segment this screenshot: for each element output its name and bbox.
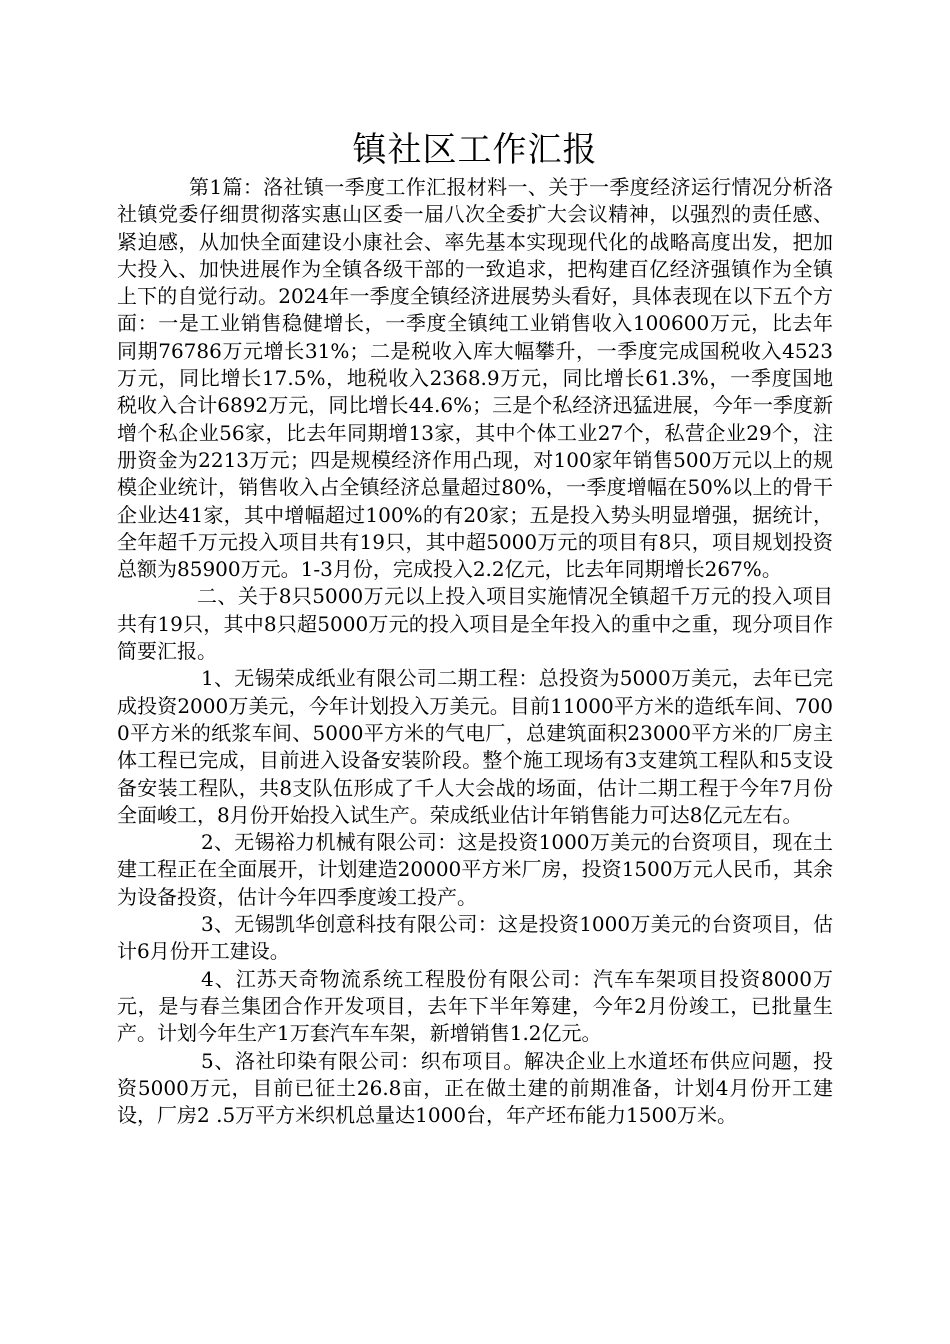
paragraph-project-luoshe-dyeing: 5、洛社印染有限公司：织布项目。解决企业上水道坯布供应问题，投资5000万元，目前已征土26.8亩，正在做土建的前期准备，计划4月份开工建设，厂房2 .5万平方米织机总量达1000台，年产坯布能力1500万米。: [117, 1048, 833, 1128]
paragraph-project-tianqi: 4、江苏天奇物流系统工程股份有限公司：汽车车架项目投资8000万元，是与春兰集团合作开发项目，去年下半年筹建，今年2月份竣工，已批量生产。计划今年生产1万套汽车车架，新增销售1.2亿元。: [117, 966, 833, 1046]
paragraph-investment-projects-intro: 二、关于8只5000万元以上投入项目实施情况全镇超千万元的投入项目共有19只，其中8只超5000万元的投入项目是全年投入的重中之重，现分项目作简要汇报。: [117, 584, 833, 664]
paragraph-project-rongcheng: 1、无锡荣成纸业有限公司二期工程：总投资为5000万美元，去年已完成投资2000万美元，今年计划投入万美元。目前11000平方米的造纸车间、7000平方米的纸浆车间、5000平方米的气电厂，总建筑面积23000平方米的厂房主体工程已完成，目前进入设备安装阶段。整个施工现场有3支建筑工程队和5支设备安装工程队，共8支队伍形成了千人大会战的场面，估计二期工程于今年7月份全面峻工，8月份开始投入试生产。荣成纸业估计年销售能力可达8亿元左右。: [117, 666, 833, 827]
document-title: 镇社区工作汇报: [352, 130, 598, 170]
paragraph-economic-overview: 第1篇：洛社镇一季度工作汇报材料一、关于一季度经济运行情况分析洛社镇党委仔细贯彻落实惠山区委一届八次全委扩大会议精神，以强烈的责任感、紧迫感，从加快全面建设小康社会、率先基本实现现代化的战略高度出发，把加大投入、加快进展作为全镇各级干部的一致追求，把构建百亿经济强镇作为全镇上下的自觉行动。2024年一季度全镇经济进展势头看好，具体表现在以下五个方面：一是工业销售稳健增长，一季度全镇纯工业销售收入100600万元，比去年同期76786万元增长31%；二是税收入库大幅攀升，一季度完成国税收入4523万元，同比增长17.5%，地税收入2368.9万元，同比增长61.3%，一季度国地税收入合计6892万元，同比增长44.6%；三是个私经济迅猛进展，今年一季度新增个私企业56家，比去年同期增13家，其中个体工业27个，私营企业29个，注册资金为2213万元；四是规模经济作用凸现，对100家年销售500万元以上的规模企业统计，销售收入占全镇经济总量超过80%，一季度增幅在50%以上的骨干企业达41家，其中增幅超过100%的有20家；五是投入势头明显增强，据统计，全年超千万元投入项目共有19只，其中超5000万元的项目有8只，项目规划投资总额为85900万元。1-3月份，完成投入2.2亿元，比去年同期增长267%。: [117, 175, 833, 582]
document-page: [117, 128, 833, 1129]
paragraph-project-yuli: 2、无锡裕力机械有限公司：这是投资1000万美元的台资项目，现在土建工程正在全面展开，计划建造20000平方米厂房，投资1500万元人民币，其余为设备投资，估计今年四季度竣工投产。: [117, 830, 833, 909]
paragraph-project-kaihua: 3、无锡凯华创意科技有限公司：这是投资1000万美元的台资项目，估计6月份开工建设。: [117, 912, 833, 964]
